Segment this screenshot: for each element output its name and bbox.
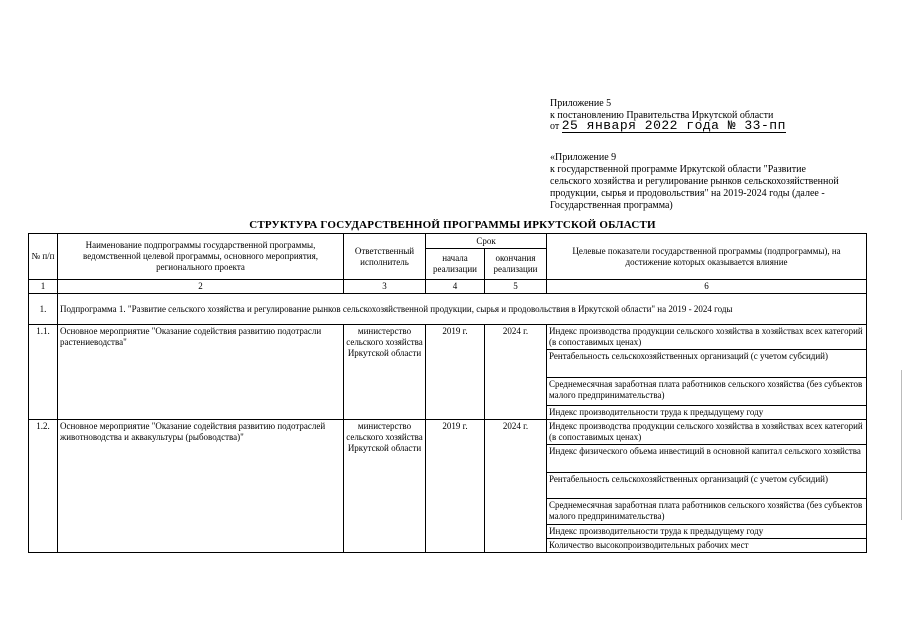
appendix9-line: Государственная программа) — [550, 200, 673, 211]
header-row — [29, 234, 867, 249]
column-number: 2 — [58, 280, 344, 294]
row-target: Среднемесячная заработная плата работников сельского хозяйства (без субъектов малого предпринимательства) — [547, 499, 867, 525]
header-name: Наименование подпрограммы государственной программы, ведомственной целевой программы, основного мероприятия, регионального проекта — [58, 234, 344, 280]
header-term: Срок — [426, 234, 547, 249]
header-end: окончания реализации — [485, 249, 547, 280]
appendix-title: Приложение 5 — [550, 98, 612, 109]
header-num: № п/п — [29, 234, 58, 280]
row-start: 2019 г. — [426, 420, 485, 553]
row-target: Среднемесячная заработная плата работников сельского хозяйства (без субъектов малого предпринимательства) — [547, 378, 867, 406]
column-number: 3 — [344, 280, 426, 294]
subprogram-row — [29, 294, 867, 325]
appendix9-line: к государственной программе Иркутской области "Развитие — [550, 164, 806, 175]
row-num: 1.1. — [29, 325, 58, 420]
row-target: Рентабельность сельскохозяйственных организаций (с учетом субсидий) — [547, 350, 867, 378]
table-row — [29, 325, 867, 350]
appendix-decree-line: к постановлению Правительства Иркутской области — [550, 110, 774, 121]
scan-edge-line — [901, 370, 902, 520]
column-number: 4 — [426, 280, 485, 294]
row-target: Индекс производительности труда к предыдущему году — [547, 525, 867, 539]
row-target: Индекс производства продукции сельского хозяйства в хозяйствах всех категорий (в сопоставимых ценах) — [547, 325, 867, 350]
row-target: Количество высокопроизводительных рабочих мест — [547, 539, 867, 553]
appendix9-line: сельского хозяйства и регулирование рынков сельскохозяйственной — [550, 176, 839, 187]
header-targets: Целевые показатели государственной программы (подпрограммы), на достижение которых оказывается влияние — [547, 234, 867, 280]
row-target: Индекс производства продукции сельского хозяйства в хозяйствах всех категорий (в сопоставимых ценах) — [547, 420, 867, 445]
row-target: Индекс физического объема инвестиций в основной капитал сельского хозяйства — [547, 445, 867, 473]
row-target: Индекс производительности труда к предыдущему году — [547, 406, 867, 420]
column-number: 6 — [547, 280, 867, 294]
row-target: Рентабельность сельскохозяйственных организаций (с учетом субсидий) — [547, 473, 867, 499]
subprogram-num: 1. — [29, 294, 58, 325]
row-end: 2024 г. — [485, 325, 547, 420]
column-number-row — [29, 280, 867, 294]
table-row — [29, 420, 867, 445]
appendix9-title: «Приложение 9 — [550, 152, 617, 163]
row-activity-name: Основное мероприятие "Оказание содействия развитию подотрасли растениеводства" — [58, 325, 344, 420]
row-num: 1.2. — [29, 420, 58, 553]
header-start: начала реализации — [426, 249, 485, 280]
column-number: 5 — [485, 280, 547, 294]
date-stamp: 25 января 2022 года № 33-пп — [561, 118, 786, 133]
appendix9-line: продукции, сырья и продовольствия" на 2019-2024 годы (далее - — [550, 188, 825, 199]
program-structure-table — [28, 233, 867, 553]
column-number: 1 — [29, 280, 58, 294]
header-executor: Ответственный исполнитель — [344, 234, 426, 280]
document-title: СТРУКТУРА ГОСУДАРСТВЕННОЙ ПРОГРАММЫ ИРКУТСКОЙ ОБЛАСТИ — [249, 219, 656, 231]
appendix-date-line — [550, 119, 786, 133]
row-executor: министерство сельского хозяйства Иркутской области — [344, 325, 426, 420]
row-end: 2024 г. — [485, 420, 547, 553]
row-start: 2019 г. — [426, 325, 485, 420]
row-executor: министерство сельского хозяйства Иркутской области — [344, 420, 426, 553]
row-activity-name: Основное мероприятие "Оказание содействия развитию подотраслей животноводства и аквакультуры (рыбоводства)" — [58, 420, 344, 553]
subprogram-title: Подпрограмма 1. "Развитие сельского хозяйства и регулирование рынков сельскохозяйственной продукции, сырья и продовольствия в Иркутской области" на 2019 - 2024 годы — [58, 294, 867, 325]
date-prefix: от — [550, 121, 560, 132]
